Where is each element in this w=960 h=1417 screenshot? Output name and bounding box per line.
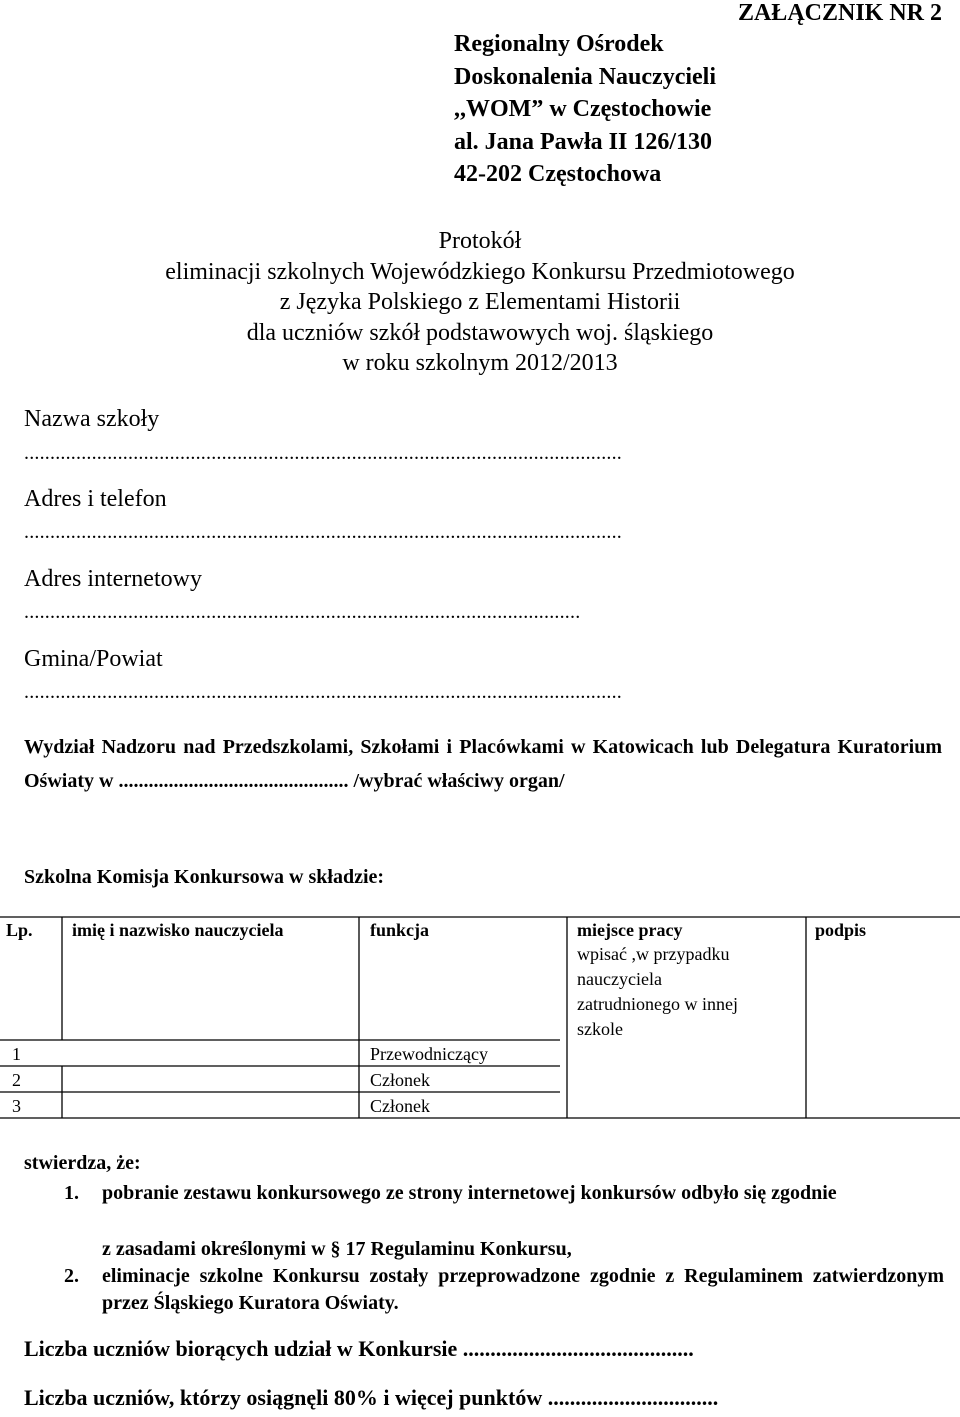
participants-count: Liczba uczniów biorących udział w Konkursie .......................................... — [24, 1336, 694, 1361]
address-line: ,,WOM” w Częstochowie — [454, 96, 712, 122]
protocol-title — [0, 226, 960, 379]
item-text: pobranie zestawu konkursowego ze strony internetowej konkursów odbyło się zgodnie — [102, 1182, 837, 1204]
row-function: Członek — [370, 1096, 430, 1116]
address-line: Regionalny Ośrodek — [454, 31, 664, 57]
website-field[interactable]: ........................................................................................................... — [24, 601, 581, 623]
row-number: 2 — [12, 1070, 21, 1090]
attachment-number: ZAŁĄCZNIK NR 2 — [737, 0, 942, 26]
address-phone-field[interactable]: ................................................................................................................... — [24, 521, 622, 543]
item-text: eliminacje szkolne Konkursu zostały przeprowadzone zgodnie z Regulaminem zatwierdzonym przez Śląskiego Kuratora Oświaty. — [102, 1265, 944, 1314]
statement-intro: stwierdza, że: — [24, 1152, 141, 1174]
col-workplace-header: miejsce pracy — [577, 920, 683, 940]
institution-address — [454, 28, 716, 191]
protocol-line: eliminacji szkolnych Wojewódzkiego Konkursu Przedmiotowego — [165, 258, 795, 285]
col-lp-header: Lp. — [6, 920, 33, 940]
row-function: Członek — [370, 1070, 430, 1090]
item-number: 1. — [64, 1182, 79, 1204]
item-number: 2. — [64, 1265, 79, 1287]
col-signature-header: podpis — [815, 920, 867, 940]
school-name-field[interactable]: ................................................................................................................... — [24, 442, 622, 464]
high-scorers-count: Liczba uczniów, którzy osiągnęli 80% i więcej punktów ............................... — [24, 1385, 719, 1410]
table-grid — [0, 916, 960, 1120]
workplace-note — [577, 942, 738, 1042]
address-line: 42-202 Częstochowa — [454, 161, 662, 187]
row-function: Przewodniczący — [370, 1044, 488, 1064]
protocol-line: Protokół — [438, 228, 522, 254]
committee-heading: Szkolna Komisja Konkursowa w składzie: — [24, 866, 385, 888]
address-line: Doskonalenia Nauczycieli — [454, 63, 716, 90]
address-phone-label: Adres i telefon — [24, 486, 167, 512]
website-label: Adres internetowy — [24, 566, 202, 592]
protocol-line: w roku szkolnym 2012/2013 — [342, 350, 618, 376]
protocol-line: z Języka Polskiego z Elementami Historii — [279, 289, 681, 315]
item-text-continued: z zasadami określonymi w § 17 Regulaminu Konkursu, — [102, 1238, 572, 1260]
authority-text: Wydział Nadzoru nad Przedszkolami, Szkołami i Placówkami w Katowicach lub Delegatura Kuratorium Oświaty w .............................................. /wybrać właściwy organ/ — [24, 736, 942, 792]
district-field[interactable]: ................................................................................................................... — [24, 681, 622, 703]
col-function-header: funkcja — [370, 920, 430, 940]
row-number: 3 — [12, 1096, 21, 1116]
protocol-line: dla uczniów szkół podstawowych woj. śląskiego — [246, 319, 714, 346]
row-number: 1 — [12, 1044, 21, 1064]
workplace-note-line: nauczyciela — [577, 969, 662, 989]
address-line: al. Jana Pawła II 126/130 — [454, 128, 713, 155]
workplace-note-line: wpisać ,w przypadku — [577, 944, 730, 964]
col-name-header: imię i nazwisko nauczyciela — [72, 920, 284, 940]
committee-table — [0, 916, 960, 1120]
school-name-label: Nazwa szkoły — [24, 406, 160, 432]
workplace-note-line: zatrudnionego w innej — [577, 994, 738, 1014]
workplace-note-line: szkole — [577, 1019, 623, 1039]
district-label: Gmina/Powiat — [24, 646, 163, 672]
